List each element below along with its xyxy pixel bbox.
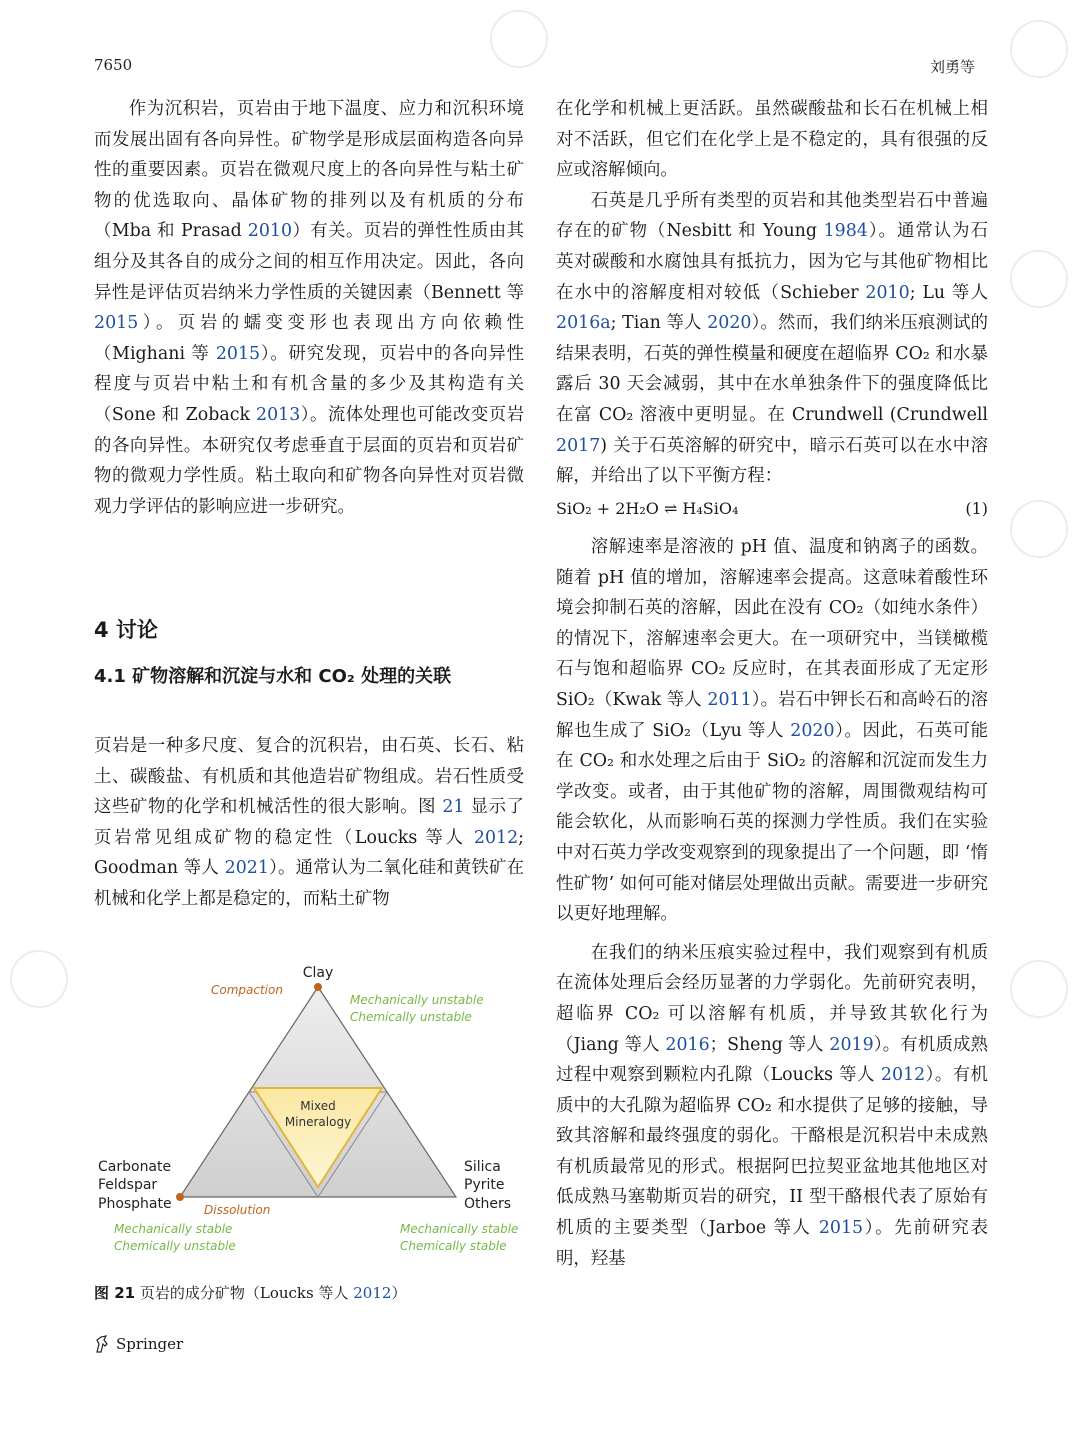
text: ）。通常认为石英对碳酸和水腐蚀具有抵抗力，因为它与其他矿物相比在水中的溶解度相对较低（Schieber — [556, 221, 988, 303]
figure-caption — [94, 1282, 406, 1303]
text: ）有关。页岩的弹性性质由其组分及其各自的成分之间的相互作用决定。因此，各向异性是评估页岩纳米力学性质的关键因素（Bennett 等 — [94, 221, 524, 303]
clay-vertex-dot — [314, 983, 322, 991]
text: 溶解速率是溶液的 pH 值、温度和钠离子的函数。随着 pH 值的增加，溶解速率会提高。这意味着酸性环境会抑制石英的溶解，因此在没有 CO₂（如纯水条件）的情况下，溶解速率会更大。在一项研究中，当镁橄榄石与饱和超临界 CO₂ 反应时，在其表面形成了无定形 SiO₂（Kwak 等人 — [556, 537, 988, 710]
citation-link[interactable]: 2015 — [215, 343, 261, 364]
paragraph — [94, 94, 524, 522]
paragraph — [556, 532, 988, 930]
watermark-logo — [999, 949, 1078, 1028]
text: Mba 和 Prasad — [111, 221, 248, 242]
equation-number: (1) — [965, 499, 988, 518]
citation-link[interactable]: 2020 — [707, 313, 752, 334]
paragraph — [556, 186, 988, 492]
text: 显示了页岩常见组成矿物的稳定性（Loucks 等人 — [94, 797, 525, 848]
citation-link[interactable]: 2013 — [256, 404, 301, 425]
text: ）。研究发现，页岩中的各向异性程度与页岩中粘土和有机含量的多少及其构造有关（Sone 和 Zoback — [94, 343, 524, 425]
equation-text: SiO₂ + 2H₂O ⇌ H₄SiO₄ — [556, 499, 739, 518]
citation-link[interactable]: 2012 — [353, 1284, 392, 1302]
text: ）。流体处理也可能改变页岩的各向异性。本研究仅考虑垂直于层面的页岩和页岩矿物的微观力学性质。粘土取向和矿物各向异性对页岩微观力学评估的影响应进一步研究。 — [94, 404, 524, 517]
text: ; Tian 等人 — [610, 313, 708, 334]
caption-text: 页岩的成分矿物（Loucks 等人 — [135, 1284, 354, 1302]
citation-link[interactable]: 2012 — [880, 1065, 926, 1086]
others-label: Others — [464, 1196, 512, 1212]
text: 页岩是一种多尺度、复合的沉积岩，由石英、长石、粘土、碳酸盐、有机质和其他造岩矿物组成。岩石性质受这些矿物的化学和机械活性的很大影响。图 — [94, 736, 524, 818]
citation-link[interactable]: 2016 — [665, 1034, 710, 1055]
citation-link[interactable]: 2011 — [707, 689, 752, 710]
text: 作为沉积岩，页岩由于地下温度、应力和沉积环境而发展出固有各向异性。矿物学是形成层面构造各向异性的重要因素。页岩在微观尺度上的各向异性与粘土矿物的优选取向、晶体矿物的排列以及有机质的分布（ — [94, 99, 524, 242]
text: ）。岩石中钾长石和高岭石的溶解也生成了 SiO₂（Lyu 等人 — [556, 689, 988, 741]
publisher-name: Springer — [116, 1335, 184, 1353]
page-number: 7650 — [94, 56, 133, 74]
citation-link[interactable]: 2010 — [865, 282, 910, 303]
citation-link[interactable]: 1984 — [823, 221, 868, 242]
feldspar-label: Feldspar — [98, 1177, 158, 1193]
citation-link[interactable]: 2019 — [829, 1034, 874, 1055]
text: ）。因此，石英可能在 CO₂ 和水处理之后由于 SiO₂ 的溶解和沉淀而发生力学改变。或者，由于其他矿物的溶解，周围微观结构可能会软化，从而影响石英的探测力学性质。我们在实验中对石英力学改变观察到的现象提出了一个问题，即 ‘惰性矿物’ 如何可能对储层处理做出贡献。需要进一步研究以更好地理解。 — [556, 720, 988, 925]
paragraph — [94, 731, 524, 915]
dissolution-label: Dissolution — [204, 1203, 271, 1217]
mineralogy-label: Mineralogy — [284, 1115, 352, 1129]
citation-link[interactable]: 2012 — [473, 827, 519, 848]
watermark-logo — [999, 489, 1078, 568]
carbonate-label: Carbonate — [98, 1159, 172, 1175]
citation-link[interactable]: 2015 — [94, 313, 139, 334]
figure-link[interactable]: 21 — [442, 797, 465, 818]
citation-link[interactable]: 2010 — [247, 221, 293, 242]
section-heading: 4 讨论 — [94, 618, 158, 642]
mineral-stability-ternary-figure — [94, 955, 534, 1265]
right-column — [556, 94, 988, 492]
compaction-label: Compaction — [211, 983, 283, 997]
text: ）。先前研究表明，羟基 — [556, 1218, 988, 1269]
carbonate-vertex-dot — [176, 1193, 184, 1201]
citation-link[interactable]: 2020 — [790, 720, 835, 741]
caption-label: 图 21 — [94, 1284, 136, 1302]
text: 在我们的纳米压痕实验过程中，我们观察到有机质在流体处理后会经历显著的力学弱化。先前研究表明，超临界 CO₂ 可以溶解有机质，并导致其软化行为（Jiang 等人 — [556, 942, 988, 1055]
text: ) 关于石英溶解的研究中，暗示石英可以在水中溶解，并给出了以下平衡方程： — [556, 435, 988, 487]
caption-text: ） — [391, 1284, 407, 1302]
text: ; Lu 等人 — [909, 282, 988, 303]
silica-label: Silica — [464, 1159, 501, 1175]
paragraph: 在化学和机械上更活跃。虽然碳酸盐和长石在机械上相对不活跃，但它们在化学上是不稳定的，具有很强的反应或溶解倾向。 — [556, 99, 988, 181]
clay-label: Clay — [302, 965, 334, 981]
citation-link[interactable]: 2016a — [556, 313, 611, 334]
paragraph — [556, 938, 988, 1275]
watermark-logo — [999, 239, 1078, 318]
text: ；Sheng 等人 — [709, 1034, 830, 1055]
watermark-logo — [0, 939, 79, 1018]
bottom-right-mech-label: Mechanically stable — [400, 1222, 519, 1236]
text: ）。然而，我们纳米压痕测试的结果表明，石英的弹性模量和硬度在超临界 CO₂ 和水暴露后 30 天会减弱，其中在水单独条件下的强度降低比在富 CO₂ 溶液中更明显。在 Crundwell (Crundwell — [556, 313, 988, 425]
watermark-logo — [999, 9, 1078, 88]
phosphate-label: Phosphate — [98, 1196, 172, 1212]
subsection-heading: 4.1 矿物溶解和沉淀与水和 CO₂ 处理的关联 — [94, 666, 452, 687]
citation-link[interactable]: 2017 — [556, 435, 601, 456]
right-column-lower — [556, 532, 988, 1274]
bottom-left-chem-label: Chemically unstable — [114, 1239, 236, 1253]
springer-horse-icon — [94, 1335, 110, 1353]
bottom-left-mech-label: Mechanically stable — [114, 1222, 233, 1236]
text: ）。有机质中的大孔隙为超临界 CO₂ 和水提供了足够的接触，导致其溶解和最终强度的弱化。干酪根是沉积岩中未成熟有机质最常见的形式。根据阿巴拉契亚盆地其他地区对低成熟马塞勒斯页岩的研究，II 型干酪根代表了原始有机质的主要类型（Jarboe 等人 — [556, 1065, 988, 1239]
text: ）。通常认为二氧化硅和黄铁矿在机械和化学上都是稳定的，而粘土矿物 — [94, 858, 524, 909]
mechanically-unstable-label: Mechanically unstable — [350, 993, 484, 1007]
text: ）。有机质成熟过程中观察到颗粒内孔隙（Loucks 等人 — [556, 1034, 988, 1086]
text: 石英是几乎所有类型的页岩和其他类型岩石中普遍存在的矿物（Nesbitt 和 Young — [556, 190, 988, 242]
watermark-logo — [479, 0, 558, 79]
text: ; Goodman 等人 — [94, 827, 524, 879]
text: ）。页岩的蠕变变形也表现出方向依赖性（Mighani 等 — [94, 313, 524, 364]
left-column-lower — [94, 731, 524, 915]
citation-link[interactable]: 2015 — [818, 1218, 864, 1239]
left-column — [94, 94, 524, 522]
chemically-unstable-label: Chemically unstable — [350, 1010, 472, 1024]
mixed-label: Mixed — [300, 1099, 336, 1113]
equation-1 — [556, 499, 988, 518]
bottom-right-chem-label: Chemically stable — [400, 1239, 507, 1253]
publisher-footer — [94, 1335, 183, 1353]
citation-link[interactable]: 2021 — [224, 858, 269, 879]
pyrite-label: Pyrite — [464, 1177, 505, 1193]
running-head-authors: 刘勇等 — [930, 58, 976, 76]
